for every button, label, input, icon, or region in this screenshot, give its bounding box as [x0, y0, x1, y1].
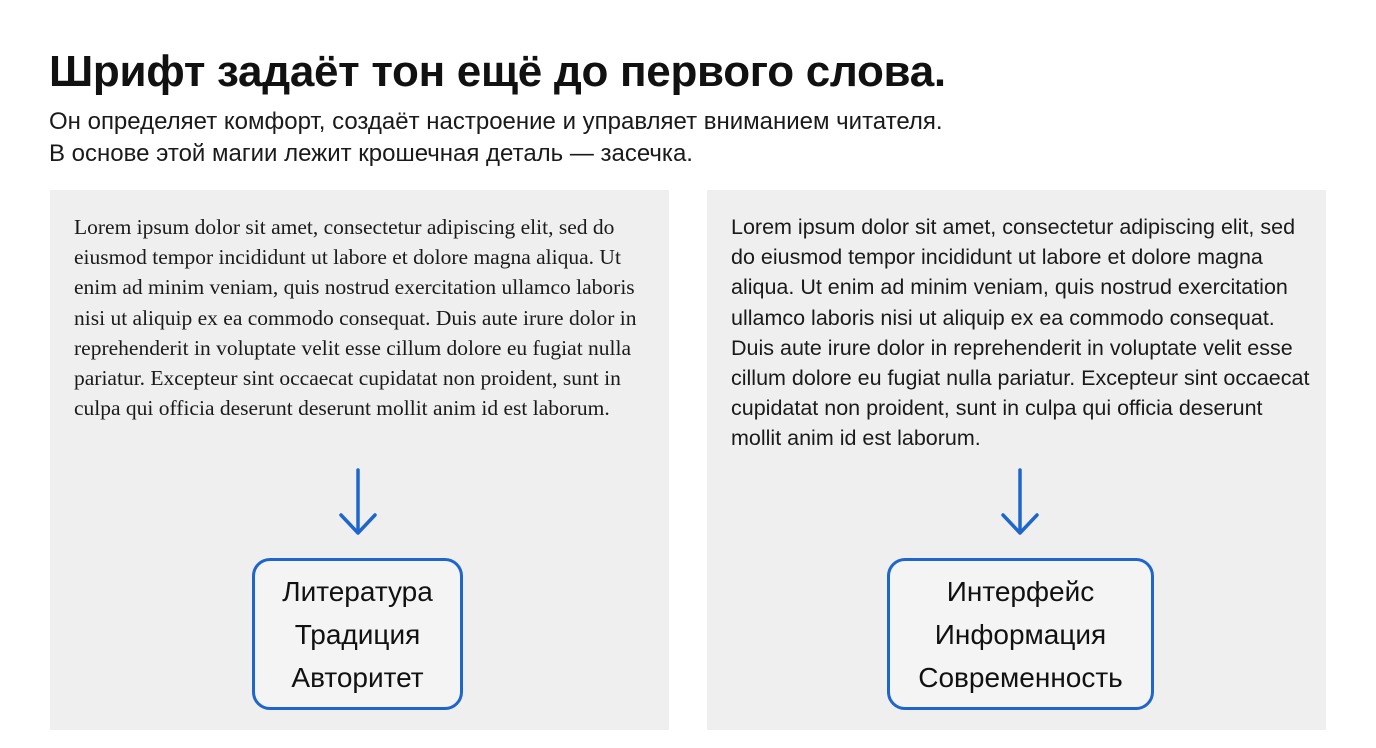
association-information: Информация	[934, 618, 1107, 650]
association-authority: Авторитет	[291, 661, 424, 693]
subtitle-line-1: Он определяет комфорт, создаёт настроение и управляет вниманием читателя.	[49, 108, 943, 135]
serif-sample-text: Lorem ipsum dolor sit amet, consectetur adipiscing elit, sed do eiusmod tempor incididunt ut labore et dolore magna aliqua. Ut enim ad minim veniam, quis nostrud exercitation ullamco laboris nisi ut aliquip ex ea commodo consequat. Duis aute irure dolor in reprehenderit in voluptate velit esse cillum dolore eu fugiat nulla pariatur. Excepteur sint occaecat cupidatat non proident, sunt in culpa qui officia deserunt deserunt mollit anim id est laborum.	[74, 215, 637, 421]
subtitle-line-2: В основе этой магии лежит крошечная деталь — засечка.	[49, 140, 693, 167]
association-literature: Литература	[282, 575, 433, 607]
sans-serif-associations-box	[887, 558, 1154, 710]
serif-associations-box	[252, 558, 463, 710]
association-modernity: Современность	[918, 661, 1123, 693]
serif-panel	[50, 190, 669, 730]
association-tradition: Традиция	[294, 618, 421, 650]
arrow-down-icon	[338, 468, 378, 538]
association-interface: Интерфейс	[946, 575, 1095, 607]
arrow-down-icon	[1000, 468, 1040, 538]
sans-serif-sample-text: Lorem ipsum dolor sit amet, consectetur adipiscing elit, sed do eiusmod tempor incididunt ut labore et dolore magna aliqua. Ut enim ad minim veniam, quis nostrud exercitation ullamco laboris nisi ut aliquip ex ea commodo consequat. Duis aute irure dolor in reprehenderit in voluptate velit esse cillum dolore eu fugiat nulla pariatur. Excepteur sint occaecat cupidatat non proident, sunt in culpa qui officia deserunt mollit anim id est laborum.	[731, 215, 1310, 451]
sans-serif-panel	[707, 190, 1326, 730]
page-title: Шрифт задаёт тон ещё до первого слова.	[49, 47, 946, 96]
page-subtitle	[49, 106, 943, 170]
